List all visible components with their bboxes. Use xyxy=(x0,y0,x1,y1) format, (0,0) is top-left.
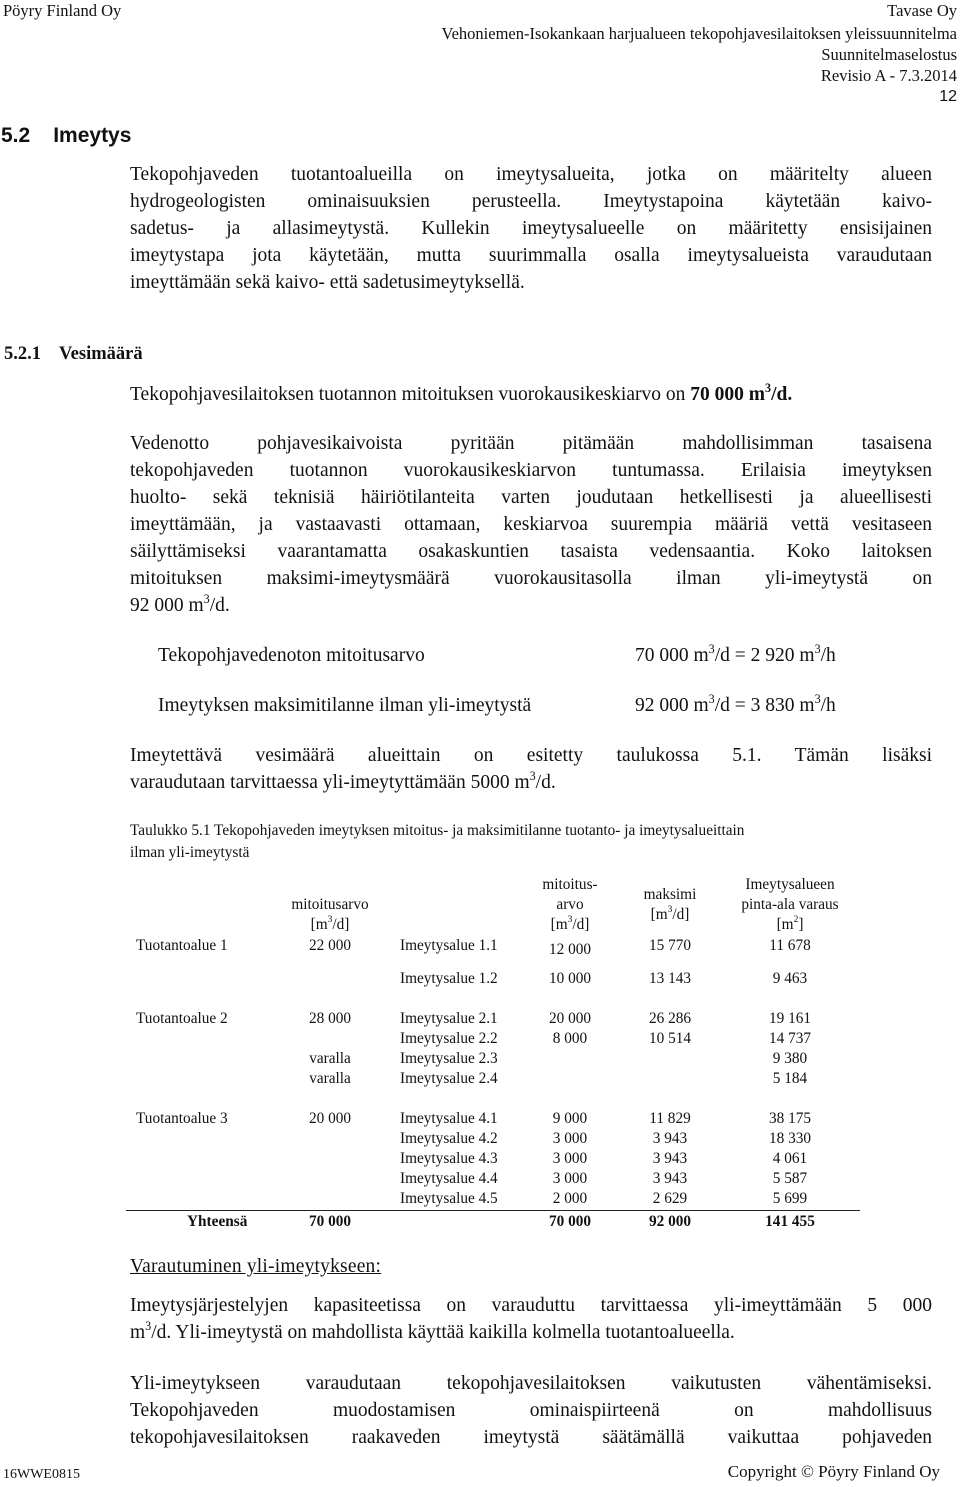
cell-infiltration-zone: Imeytysalue 4.5 xyxy=(400,1190,498,1207)
value-label: Tekopohjavedenoton mitoitusarvo xyxy=(158,645,425,666)
table-header-dimension: mitoitusarvo $[m^3/d]$ xyxy=(291,896,369,933)
subsection-paragraph xyxy=(130,430,932,619)
cell-dimension: varalla xyxy=(309,1050,351,1067)
cell-maximum: 2 629 xyxy=(652,1190,688,1207)
cell-production-area: Tuotantoalue 2 xyxy=(136,1010,228,1027)
table-total-maximum: 92 000 xyxy=(648,1213,692,1230)
cell-production-area: Tuotantoalue 1 xyxy=(136,937,228,954)
text-line: Imeytettävä vesimäärä alueittain on esitetty taulukossa 5.1. Tämän lisäksi xyxy=(130,745,932,766)
text-line: Imeytysjärjestelyjen kapasiteetissa on varauduttu tarvittaessa yli-imeyttämään 5 000 xyxy=(130,1295,932,1316)
cell-infiltration-zone: Imeytysalue 4.4 xyxy=(400,1170,498,1187)
table-total-zone-dimension: 70 000 xyxy=(548,1213,592,1230)
table-caption: Taulukko 5.1 Tekopohjaveden imeytyksen mitoitus- ja maksimitilanne tuotanto- ja imeytysalueittain ilman yli-imeytystä xyxy=(130,822,745,861)
cell-dimension: 22 000 xyxy=(308,937,352,954)
cell-infiltration-zone: Imeytysalue 4.3 xyxy=(400,1150,498,1167)
table-header-zone-dimension: mitoitus- arvo $[m^3/d]$ xyxy=(542,876,598,933)
text-line: imeyttämään sekä kaivo- että sadetusimeytyksellä. xyxy=(130,272,525,293)
cell-area-reserve: 14 737 xyxy=(768,1030,812,1047)
cell-zone-dimension: 20 000 xyxy=(548,1010,592,1027)
subsection-number: 5.2.1 xyxy=(4,344,41,364)
cell-zone-dimension: 9 000 xyxy=(552,1110,588,1127)
header-company-left: Pöyry Finland Oy xyxy=(3,1,122,20)
subsection-heading xyxy=(4,344,143,365)
cell-dimension: 20 000 xyxy=(308,1110,352,1127)
over-infiltration-heading: Varautuminen yli-imeytykseen: xyxy=(130,1256,382,1277)
cell-infiltration-zone: Imeytysalue 2.3 xyxy=(400,1050,498,1067)
section-paragraph xyxy=(130,161,932,296)
header-revision: Revisio A - 7.3.2014 xyxy=(820,66,957,85)
text-line: varaudutaan tarvittaessa yli-imeytyttämään 5000 $m^3/d$. xyxy=(130,768,556,793)
text-line: 92 000 $m^3/d$. xyxy=(130,591,230,616)
text-line: Yli-imeytykseen varaudutaan tekopohjavesilaitoksen vaikutusten vähentämiseksi. xyxy=(130,1373,932,1394)
cell-infiltration-zone: Imeytysalue 2.4 xyxy=(400,1070,498,1087)
text-line: Tekopohjaveden tuotantoalueilla on imeytysalueita, jotka on määritelty alueen xyxy=(130,164,932,185)
cell-dimension: 28 000 xyxy=(308,1010,352,1027)
table-total-label: Yhteensä xyxy=(187,1213,248,1230)
dimension-value: 70 000 m xyxy=(690,384,766,405)
text-line: imeytystapa jota käytetään, mutta suurimmalla osalla imeytysalueista varaudutaan xyxy=(130,245,932,266)
cell-production-area: Tuotantoalue 3 xyxy=(136,1110,228,1127)
subsection-title: Vesimäärä xyxy=(59,344,143,364)
infiltration-note xyxy=(130,742,932,796)
section-number: 5.2 xyxy=(1,124,31,147)
cell-area-reserve: 9 463 xyxy=(772,970,808,987)
header-company-right: Tavase Oy xyxy=(887,1,957,20)
table-total-dimension: 70 000 xyxy=(308,1213,352,1230)
header-doc-type: Suunnitelmaselostus xyxy=(821,45,957,64)
cell-infiltration-zone: Imeytysalue 1.1 xyxy=(400,937,498,954)
page-number: 12 xyxy=(939,88,957,105)
cell-dimension: varalla xyxy=(309,1070,351,1087)
cell-maximum: 11 829 xyxy=(649,1110,691,1127)
cell-maximum: 15 770 xyxy=(648,937,692,954)
text-line: $m^3/d$. Yli-imeytystä on mahdollista käyttää kaikilla kolmella tuotantoalueella. xyxy=(130,1318,735,1343)
text-line: tekopohjavesilaitoksen raakaveden imeytystä säätämällä vaikuttaa pohjaveden xyxy=(130,1427,932,1448)
cell-area-reserve: 5 699 xyxy=(772,1190,808,1207)
value-label: Imeytyksen maksimitilanne ilman yli-imeytystä xyxy=(158,695,532,716)
text-line: Tekopohjaveden muodostamisen ominaispiirteenä on mahdollisuus xyxy=(130,1400,932,1421)
cell-area-reserve: 5 587 xyxy=(772,1170,808,1187)
footer-copyright: Copyright © Pöyry Finland Oy xyxy=(727,1462,940,1481)
cell-area-reserve: 38 175 xyxy=(768,1110,812,1127)
cell-area-reserve: 18 330 xyxy=(768,1130,812,1147)
cell-infiltration-zone: Imeytysalue 4.1 xyxy=(400,1110,498,1127)
cell-maximum: 26 286 xyxy=(648,1010,692,1027)
text-line: mitoituksen maksimi-imeytysmäärä vuorokausitasolla ilman yli-imeytystä on xyxy=(130,568,932,589)
table-total-divider xyxy=(126,1210,860,1211)
text-line: Vedenotto pohjavesikaivoista pyritään pitämään mahdollisimman tasaisena xyxy=(130,433,932,454)
cell-maximum: 10 514 xyxy=(648,1030,692,1047)
cell-zone-dimension: 2 000 xyxy=(552,1190,588,1207)
cell-zone-dimension: 10 000 xyxy=(548,970,592,987)
cell-maximum: 3 943 xyxy=(652,1130,688,1147)
cell-maximum: 13 143 xyxy=(648,970,692,987)
table-header-area-reserve: Imeytysalueen pinta-ala varaus $[m^2]$ xyxy=(741,876,839,933)
cell-zone-dimension: 3 000 xyxy=(552,1150,588,1167)
table-header-maximum: maksimi $[m^3/d]$ xyxy=(643,886,697,923)
text-line: säilyttämiseksi vaarantamatta osakaskuntien tasaista vedensaantia. Koko laitoksen xyxy=(130,541,932,562)
over-infiltration-paragraph-1 xyxy=(130,1292,932,1346)
cell-infiltration-zone: Imeytysalue 4.2 xyxy=(400,1130,498,1147)
cell-area-reserve: 9 380 xyxy=(772,1050,808,1067)
value-amount: 92 000 $m^3/d = 3$ 830 $m^3/h$ xyxy=(635,691,836,716)
cell-zone-dimension: 3 000 xyxy=(552,1170,588,1187)
cell-infiltration-zone: Imeytysalue 2.1 xyxy=(400,1010,498,1027)
text-line: sadetus- ja allasimeytystä. Kullekin imeytysalueelle on määritetty ensisijainen xyxy=(130,218,932,239)
cell-zone-dimension: 12 000 xyxy=(548,941,592,958)
section-heading xyxy=(1,124,131,148)
dimension-statement: Tekopohjavesilaitoksen tuotannon mitoituksen vuorokausikeskiarvo on 70 000 $m^3/d$. xyxy=(130,380,793,405)
cell-infiltration-zone: Imeytysalue 2.2 xyxy=(400,1030,498,1047)
cell-area-reserve: 4 061 xyxy=(772,1150,808,1167)
over-infiltration-paragraph-2 xyxy=(130,1370,932,1451)
value-amount: 70 000 $m^3/d = 2$ 920 $m^3/h$ xyxy=(635,641,836,666)
cell-maximum: 3 943 xyxy=(652,1150,688,1167)
text-line: huolto- sekä teknisiä häiriötilanteita varten joudutaan hetkellisesti ja alueellisesti xyxy=(130,487,932,508)
cell-infiltration-zone: Imeytysalue 1.2 xyxy=(400,970,498,987)
cell-area-reserve: 19 161 xyxy=(768,1010,812,1027)
text-line: hydrogeologisten ominaisuuksien perusteella. Imeytystapoina käytetään kaivo- xyxy=(130,191,932,212)
cell-zone-dimension: 3 000 xyxy=(552,1130,588,1147)
cell-zone-dimension: 8 000 xyxy=(552,1030,588,1047)
text-line: imeyttämään, ja vastaavasti ottamaan, keskiarvoa suurempia määriä vettä vesitaseen xyxy=(130,514,932,535)
footer-doc-code: 16WWE0815 xyxy=(3,1467,80,1482)
cell-area-reserve: 5 184 xyxy=(772,1070,808,1087)
section-title: Imeytys xyxy=(53,124,132,147)
header-project-title: Vehoniemen-Isokankaan harjualueen tekopohjavesilaitoksen yleissuunnitelma xyxy=(441,24,957,43)
table-total-area-reserve: 141 455 xyxy=(765,1213,815,1230)
cell-area-reserve: 11 678 xyxy=(769,937,811,954)
cell-maximum: 3 943 xyxy=(652,1170,688,1187)
text-line: tekopohjaveden tuotannon vuorokausikeskiarvon tuntumassa. Erilaisia imeytyksen xyxy=(130,460,932,481)
